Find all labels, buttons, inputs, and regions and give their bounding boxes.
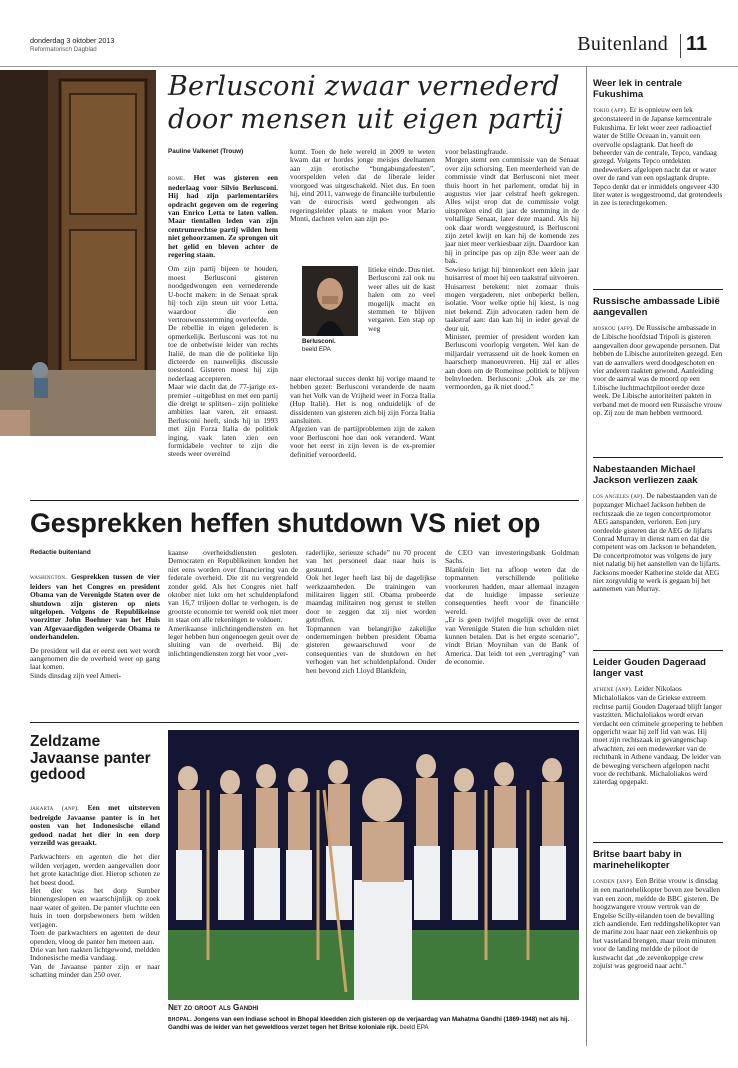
sidebar-rule-4 xyxy=(593,842,723,843)
newspaper-name: Reformatorisch Dagblad xyxy=(30,46,97,53)
sidebar-story-2 xyxy=(593,296,723,417)
sidebar-rule-3 xyxy=(593,650,723,651)
berlusconi-caption xyxy=(302,338,358,353)
article1-col1-text: Om zijn partij bijeen te houden, moest Berlusconi gisteren noodgedwongen een vernederende U-bocht maken: in de Senaat sprak hij toch zijn steun uit voor Letta, waardoor die een vertrouwensstemming overleefde. De rebellie in eigen gelederen is opmerkelijk. Berlusconi was tot nu toe de onbetwiste leider van rechts Italië, de man die de politieke lijn dicteerde en nauwelijks discussie toestond. Gisteren moest hij zijn nederlaag accepteren. Maar wie dacht dat de 77-jarige ex-premier –uitgeblust en met een partij die dreigt te splitsen– zijn politieke ambities laat varen, zit ernaast. Berlusconi heeft, sinds hij in 1993 met zijn Forza Italia de politiek inging, vaak laten zien een formidabele vechter te zijn die steeds weer overeind xyxy=(168,264,278,459)
doorway-photo xyxy=(0,70,156,436)
gandhi-caption xyxy=(168,1016,579,1031)
sidebar-story-5-text xyxy=(593,877,723,970)
section-title: Buitenland xyxy=(577,33,668,55)
article2-col3: raderlijke, serieuze schade” nu 70 procent van het personeel daar naar huis is gestuurd. Ook het leger heeft last bij de dagelijkse werkzaamheden. De trainingen van militairen liggen stil. Obama probeerde maandag militairen nog gerust te stellen door te zeggen dat zij niet worden getroffen. Topmannen van belangrijke zakelijke ondernemingen hebben president Obama gisteren gewaarschuwd voor de consequenties van de shutdown en het verhogen van het schuldenplafond. Onder hen bevond zich Lloyd Blankfein, xyxy=(306,548,436,675)
sidebar-divider xyxy=(586,66,587,1046)
sidebar-story-4-body: Leider Nikolaos Michaloliakos van de Griekse extreem rechtse partij Gouden Dageraad blijft langer vastzitten. Michaloliakos wordt ervan verdacht een criminele groepering te hebben opgericht waar hij zelf lid van was. Hij moet zijn rechtszaak in gevangenschap afwachten, zei een medewerker van de rechtbank in Athene vandaag. De leider van de beweging verscheen afgelopen nacht voor de rechtbank. Michaloliakos werd zaterdag opgepakt. xyxy=(593,684,723,787)
berlusconi-photo xyxy=(302,266,358,336)
gandhi-caption-place: bhopal. xyxy=(168,1016,192,1023)
article1-byline: Pauline Valkenet (Trouw) xyxy=(168,148,244,155)
sidebar-story-4-text xyxy=(593,685,723,787)
sidebar-story-5-body: Een Britse vrouw is dinsdag in een marinehelikopter boven zee bevallen van een zoon, meldde de BBC gisteren. De hoogzwangere vrouw vertrok van de Engelse Scilly-eilanden toen de bevalling zich aandiende. Een reddingshelikopter van de marine zou haar naar een ziekenhuis op het vasteland brengen, maar trein minuten voor de landing meldde de piloot de kustwacht dat „de zevenkoppige crew zojuist was gegroeid naar acht.” xyxy=(593,876,721,971)
sidebar-story-2-body: De Russische ambassade in de Libische hoofdstad Tripoli is gisteren aangevallen door gewapende personen. Dat hebben de Libische autoriteiten gezegd. Een van de aanvallers werd doodgeschoten en vier anderen raakten gewond. Aanleiding voor de aanval was de moord op een Libische luchtmachtpiloot eerder deze week. De Libische autoriteiten pakten in verband met de moord een Russische vrouw op. Zij zou de man hebben vermoord. xyxy=(593,323,723,418)
sidebar-story-3-dateline: los angeles (ap). xyxy=(593,493,645,500)
article1-col1 xyxy=(168,166,278,467)
sidebar-story-4-title: Leider Gouden Dageraad langer vast xyxy=(593,657,706,679)
gandhi-caption-text: Jongens van een Indiase school in Bhopal kleedden zich gisteren op de verjaardag van Mahatma Gandhi (1869-1948) net als hij. Gandhi was de leider van het geweldloos verzet tegen het Britse koloniale rijk. xyxy=(168,1016,570,1031)
sidebar-story-4-dateline: athene (anp). xyxy=(593,686,633,693)
article3-top-rule xyxy=(30,722,579,723)
sidebar-story-1-text xyxy=(593,106,723,208)
gandhi-caption-credit: beeld EPA xyxy=(399,1023,429,1031)
article3-dateline: jakarta (anp). xyxy=(30,805,80,813)
article3-text: Parkwachters en agenten die het dier wilden verjagen, werden aangevallen door het grote katachtige dier. Hierop schoten ze het beest dood. Het dier was het dorp Sumber binnengeslopen en waarschijnlijk op zoek naar water of geiten. De panter vluchtte een huis in toen dorpsbewoners hem wilden verjagen. Toen de parkwachters en agenten de deur openden, vloog de panter hen meteen aan. Drie van hen raakten lichtgewond, meldden Indonesische media vandaag. Van de Javaanse panter zijn er naar schatting minder dan 250 over. xyxy=(30,852,160,980)
article3-body xyxy=(30,796,160,988)
berlusconi-caption-credit: beeld EPA xyxy=(302,345,331,353)
article1-lead: Het was gisteren een nederlaag voor Silvio Berlusconi. Hij had zijn parlementariërs opdracht gegeven om de regering van Enrico Letta te laten vallen. Maar tientallen leden van zijn centrumrechtse partij wilden hem niet gehoorzamen. Ze sprongen uit het gelid en bleven achter de regering staan. xyxy=(168,173,278,260)
gandhi-boys-illustration xyxy=(168,730,579,1000)
article2-dateline: washington. xyxy=(30,574,68,582)
sidebar-story-2-title: Russische ambassade Libië aangevallen xyxy=(593,296,720,318)
article3-title: Zeldzame Javaanse panter gedood xyxy=(30,733,151,783)
article1-col2a: komt. Toen de hele wereld in 2009 te weten kwam dat er hordes jonge meisjes deelnamen aan zijn erotische “bungabungafeesten”, voorspelden velen dat de liberale leider voorgoed was uitgeschakeld. Niet dus. En toen hij, eind 2011, vanwege de financiële turbulentie van de eurocrisis werd gedwongen als regeringsleider plaats te maken voor Mario Monti, dachten velen aan zijn po- xyxy=(290,147,435,224)
article2-col1 xyxy=(30,565,160,689)
sidebar-story-5-dateline: londen (anp). xyxy=(593,878,634,885)
article1-title xyxy=(168,70,578,136)
sidebar-story-1-body: Er is opnieuw een lek geconstateerd in de Japanse kerncentrale Fukushima. Er lekt weer zeer radioactief water de Stille Oceaan in, vanuit een overvolle opslagtank. Dat heeft de beheerder van de centrale, Tepco, vandaag gezegd. Volgens Tepco ontdekten medewerkers afgelopen nacht dat er water over de rand van een opslagtank drupte. Tepco denkt dat er inmiddels ongeveer 430 liter water is weggestroomd, dat grotendeels in zee is terechtgekomen. xyxy=(593,105,723,208)
sidebar-story-4 xyxy=(593,657,723,787)
sidebar-story-1-title: Weer lek in centrale Fukushima xyxy=(593,78,683,100)
article1-title-line2: door mensen uit eigen partij xyxy=(168,104,564,135)
sidebar-story-3-text xyxy=(593,492,723,594)
sidebar-story-3 xyxy=(593,464,723,594)
article2-col1-text: De president wil dat er eerst een wet wordt aangenomen die de overheid weer op gang laat komen. Sinds dinsdag zijn veel Ameri- xyxy=(30,645,160,680)
article2-top-rule xyxy=(30,500,579,501)
sidebar-rule-2 xyxy=(593,457,723,458)
berlusconi-illustration xyxy=(302,266,358,336)
article1-col2c: naar electoraal succes denkt hij vorige maand te hebben gezet: Berlusconi veranderde de naam van het Volk van de Vrijheid weer in Forza Italia (Hup Italië). Het is nog onduidelijk of de dissidenten van gisteren zich bij zijn Forza Italia aansluiten. Afgezien van de partijproblemen zijn de zaken voor Berlusconi hoe dan ook veranderd. Want voor het eerst in zijn leven is de ex-premier definitief veroordeeld, xyxy=(290,374,435,459)
article2-lead: Gesprekken tussen de vier leiders van het Congres en president Obama van de Verenigde Staten over de shutdown zijn gisteren op niets uitgelopen. Volgens de Republikeinse voorzitter John Boehner van het Huis van Afgevaardigden weigerde Obama te onderhandelen. xyxy=(30,572,160,642)
sidebar-story-2-text xyxy=(593,324,723,417)
article2-title: Gesprekken heffen shutdown VS niet op xyxy=(30,508,541,538)
article2-col2: kaanse overheidsdiensten gesloten. Democraten en Republikeinen konden het niet eens worden over financiering van de federale overheid. Die zit nu vergrendeld zonder geld. Als het Congres niet half oktober niet lukt om het schuldenplafond van 16,7 triljoen dollar te verhogen, is de grootste economie ter wereld ook niet meer in staat om alle rekeningen te voldoen. Amerikaanse inlichtingendiensten en het leger hebben hun ongenoegen geuit over de sluiting van de overheid. Bij de inlichtingendiensten zorgt het voor „ver- xyxy=(168,548,298,658)
header-divider xyxy=(680,34,681,58)
sidebar-rule-1 xyxy=(593,289,723,290)
page-number: 11 xyxy=(686,33,708,55)
article2-byline: Redactie buitenland xyxy=(30,549,91,556)
article3-lead: Een met uitsterven bedreigde Javaanse panter is in het oosten van het Indonesische eiland gedood nadat het dier in een dorp verzeild was geraakt. xyxy=(30,803,160,848)
sidebar-story-3-title: Nabestaanden Michael Jackson verliezen zaak xyxy=(593,464,698,486)
sidebar-story-3-body: De nabestaanden van de popzanger Michael Jackson hebben de rechtszaak die ze tegen concertpromotor AEG aanspanden, verloren. Een jury oordeelde gisteren dat de AEG de lijfarts Conrad Murray in dienst nam en dat die competent was om Jackson te behandelen. De concertpromotor was volgens de jury niet nalatig bij het aanstellen van de lijfarts. Jacksons moeder Katherine stelde dat AEG niet zorgvuldig te werk is gegaan bij het aannemen van Murray. xyxy=(593,491,721,594)
article1-title-line1: Berlusconi zwaar vernederd xyxy=(168,71,560,102)
issue-date: donderdag 3 oktober 2013 xyxy=(30,36,115,45)
gandhi-photo xyxy=(168,730,579,1000)
doorway-illustration xyxy=(0,70,156,436)
sidebar-story-5-title: Britse baart baby in marinehelikopter xyxy=(593,849,682,871)
sidebar-story-1-dateline: tokio (afp). xyxy=(593,107,628,114)
gandhi-caption-title: Net zo groot als Gandhi xyxy=(168,1003,259,1012)
article2-col4: de CEO van investeringsbank Goldman Sachs. Blankfein liet na afloop weten dat de topmannen verschillende politieke voorkeuren hadden, maar allemaal inzagen dat de huidige impasse serieuze consequenties heeft voor de financiële wereld. „Er is geen twijfel mogelijk over de ernst van Verenigde Staten die hun schulden niet kunnen betalen. Dat is het ergste scenario”, vindt Brian Moynihan van de Bank of America. Dat leidt tot een „vertraging” van de economie. xyxy=(445,548,579,667)
header-rule xyxy=(0,66,738,67)
article1-dateline: rome. xyxy=(168,175,186,183)
article1-col2b: litieke einde. Dus niet. Berlusconi zal ook nu weer alles uit de kast halen om zo veel mogelijk macht en stemmen te blijven vergaren. Een stap op weg xyxy=(368,265,435,333)
article1-col3: voor belastingfraude. Morgen stemt een commissie van de Senaat over zijn schorsing. Een meerderheid van de commissie vindt dat Berlusconi niet meer thuis hoort in het parlement, omdat hij in augustus vier jaar celstraf heeft gekregen. Alles wijst erop dat de commissie volgt uitspreken eind dit jaar de stemming in de voltallige Senaat, later deze maand. Als hij ook daar wordt weggestuurd, is Berlusconi zijn zetel kwijt en kan hij de komende zes jaar niet meer verkiesbaar zijn. Daardoor kan hij in principe pas op zijn 83e weer aan de bak. Sowieso krijgt hij binnenkort een klein jaar huisarrest of moet hij een taakstraf uitvoeren. Huisarrest betekent: niet zomaar thuis mogen vergaderen, niet onbeperkt bellen, isolatie. Voor welke optie hij kiest, is nog niet bekend. Zijn advocaten raden hem de taakstraf aan: dan kan hij in ieder geval de deur uit. Minister, premier of president worden kan Berlusconi voorlopig vergeten. Wel kan de miljardair verrassend uit de hoek komen en haarscherp manoeuvreren. Hij zal er alles aan doen om de Romeinse politiek te blijven beïnvloeden. Berlusconi: „Ook als ze me vermoorden, ga ik niet dood.” xyxy=(445,147,580,392)
berlusconi-caption-name: Berlusconi. xyxy=(302,338,336,345)
sidebar-story-1 xyxy=(593,78,723,208)
sidebar-story-5 xyxy=(593,849,723,970)
sidebar-story-2-dateline: moskou (afp). xyxy=(593,325,635,332)
